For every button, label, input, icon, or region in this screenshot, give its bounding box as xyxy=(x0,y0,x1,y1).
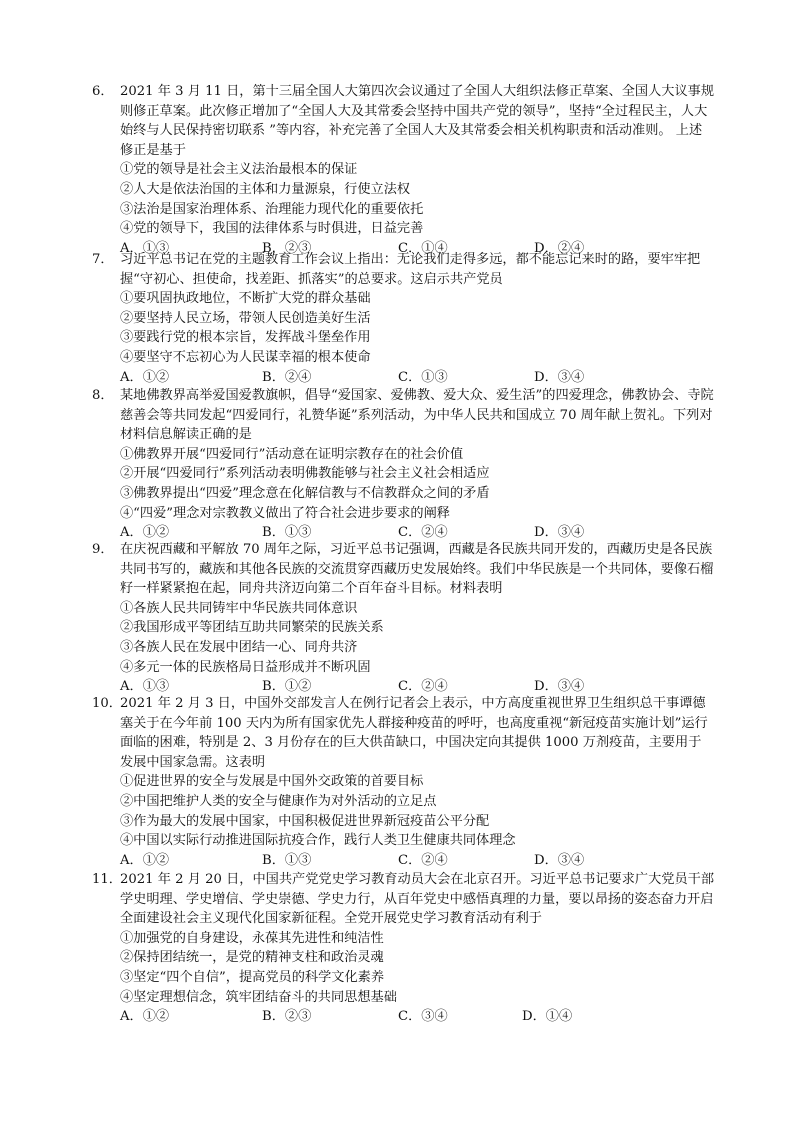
question-number: 6． xyxy=(92,84,114,99)
question-stem xyxy=(92,82,714,160)
question-number: 10． xyxy=(92,696,122,711)
choice-c: C．③④ xyxy=(398,1009,448,1025)
statement: ④坚定理想信念，筑牢团结奋斗的共同思想基础 xyxy=(120,989,397,1005)
choice-b: B．②③ xyxy=(262,240,312,256)
statement: ③要践行党的根本宗旨，发挥战斗堡垒作用 xyxy=(120,330,371,346)
choice-d: D．③④ xyxy=(534,679,585,695)
statement: ①加强党的自身建设，永葆其先进性和纯洁性 xyxy=(120,930,384,946)
choice-d: D．③④ xyxy=(534,852,585,868)
question-stem xyxy=(92,540,714,599)
statement: ④“四爱”理念对宗教教义做出了符合社会进步要求的阐释 xyxy=(120,505,450,521)
choice-b: B．①③ xyxy=(262,525,312,541)
question-10 xyxy=(92,694,714,870)
answer-choices xyxy=(120,368,714,388)
question-text: 在庆祝西藏和平解放 70 周年之际，习近平总书记强调，西藏是各民族共同开发的，西藏历史是各民族共同书写的，藏族和其他各民族的交流贯穿西藏历史发展始终。我们中华民族是一个共同体，要像石榴籽一样紧紧抱在起，同舟共济迈向第二个百年奋斗目标。材料表明 xyxy=(120,542,714,597)
choice-c: C．②④ xyxy=(398,525,448,541)
choice-b: B．①② xyxy=(262,679,312,695)
statement: ④中国以实际行动推进国际抗疫合作，践行人类卫生健康共同体理念 xyxy=(120,833,516,849)
question-stem xyxy=(92,386,714,445)
answer-choices xyxy=(120,851,714,871)
statement: ①要巩固执政地位，不断扩大党的群众基础 xyxy=(120,291,371,307)
statement: ①佛教界开展“四爱同行”活动意在证明宗教存在的社会价值 xyxy=(120,446,464,462)
choice-b: B．②③ xyxy=(262,1009,312,1025)
question-text: 某地佛教界高举爱国爱教旗帜，倡导“爱国家、爱佛教、爱大众、爱生活”的四爱理念，佛教协会、寺院慈善会等共同发起“四爱同行，礼赞华诞”系列活动，为中华人民共和国成立 70 周年献上贺礼。下列对材料信息解读正确的是 xyxy=(120,388,714,443)
choice-d: D．①④ xyxy=(522,1009,573,1025)
question-number: 8． xyxy=(92,388,114,403)
statement: ②我国形成平等团结互助共同繁荣的民族关系 xyxy=(120,620,384,636)
statement: ①各族人民共同铸牢中华民族共同体意识 xyxy=(120,600,358,616)
question-11 xyxy=(92,870,714,1027)
statement: ②要坚持人民立场，带领人民创造美好生活 xyxy=(120,310,371,326)
question-7 xyxy=(92,250,714,387)
question-9 xyxy=(92,540,714,697)
question-stem xyxy=(92,694,714,772)
statement: ③各族人民在发展中团结一心、同舟共济 xyxy=(120,639,358,655)
statement: ④多元一体的民族格局日益形成并不断巩固 xyxy=(120,659,371,675)
question-number: 11． xyxy=(92,872,122,887)
question-text: 2021 年 2 月 20 日，中国共产党党史学习教育动员大会在北京召开。习近平总书记要求广大党员干部学史明理、学史增信、学史崇德、学史力行，从百年党史中感悟真理的力量，要以昂扬的姿态奋力开启全面建设社会主义现代化国家新征程。全党开展党史学习教育活动有利于 xyxy=(120,872,715,927)
choice-a: A．①② xyxy=(120,1009,170,1025)
question-number: 9． xyxy=(92,542,114,557)
statement: ①促进世界的安全与发展是中国外交政策的首要目标 xyxy=(120,774,424,790)
statement: ④党的领导下，我国的法律体系与时俱进，日益完善 xyxy=(120,221,424,237)
statement: ③法治是国家治理体系、治理能力现代化的重要依托 xyxy=(120,201,424,217)
choice-c: C．①③ xyxy=(398,369,448,385)
choice-d: D．②④ xyxy=(534,240,585,256)
choice-a: A．①③ xyxy=(120,679,170,695)
question-number: 7． xyxy=(92,252,114,267)
choice-a: A．①② xyxy=(120,369,170,385)
choice-d: D．③④ xyxy=(534,369,585,385)
statement: ②保持团结统一，是党的精神支柱和政治灵魂 xyxy=(120,950,384,966)
choice-d: D．③④ xyxy=(534,525,585,541)
statement: ③佛教界提出“四爱”理念意在化解信教与不信教群众之间的矛盾 xyxy=(120,485,490,501)
statement: ③坚定“四个自信”，提高党员的科学文化素养 xyxy=(120,969,385,985)
question-text: 习近平总书记在党的主题教育工作会议上指出：无论我们走得多远，都不能忘记来时的路，要牢牢把握“守初心、担使命，找差距、抓落实”的总要求。这启示共产党员 xyxy=(120,252,701,287)
choice-c: C．②④ xyxy=(398,852,448,868)
choice-c: C．①④ xyxy=(398,240,448,256)
question-6 xyxy=(92,82,714,258)
choice-c: C．②④ xyxy=(398,679,448,695)
statement: ②开展“四爱同行”系列活动表明佛教能够与社会主义社会相适应 xyxy=(120,466,490,482)
question-stem xyxy=(92,870,714,929)
question-text: 2021 年 3 月 11 日，第十三届全国人大第四次会议通过了全国人大组织法修正草案、全国人大议事规则修正草案。此次修正增加了“全国人大及其常委会坚持中国共产党的领导”，坚持“全过程民主，人大始终与人民保持密切联系 ”等内容，补充完善了全国人大及其常委会相关机构职责和活动准则。 上述修正是基于 xyxy=(120,84,715,158)
statement: ②中国把维护人类的安全与健康作为对外活动的立足点 xyxy=(120,793,437,809)
choice-a: A．①② xyxy=(120,525,170,541)
statement: ②人大是依法治国的主体和力量源泉，行使立法权 xyxy=(120,181,411,197)
statement: ④要坚守不忘初心为人民谋幸福的根本使命 xyxy=(120,349,371,365)
question-text: 2021 年 2 月 3 日，中国外交部发言人在例行记者会上表示，中方高度重视世界卫生组织总干事谭德塞关于在今年前 100 天内为所有国家优先人群接种疫苗的呼吁，也高度重视“新冠疫苗实施计划”运行面临的困难，特别是 2、3 月份存在的巨大供苗缺口，中国决定向其提供 1000 万剂疫苗，主要用于发展中国家急需。这表明 xyxy=(120,696,708,770)
choice-a: A．①③ xyxy=(120,240,170,256)
choice-b: B．②④ xyxy=(262,369,312,385)
choice-b: B．①③ xyxy=(262,852,312,868)
answer-choices xyxy=(120,1007,714,1027)
statement: ①党的领导是社会主义法治最根本的保证 xyxy=(120,162,358,178)
question-8 xyxy=(92,386,714,543)
statement: ③作为最大的发展中国家，中国积极促进世界新冠疫苗公平分配 xyxy=(120,813,490,829)
question-stem xyxy=(92,250,714,289)
choice-a: A．①② xyxy=(120,852,170,868)
